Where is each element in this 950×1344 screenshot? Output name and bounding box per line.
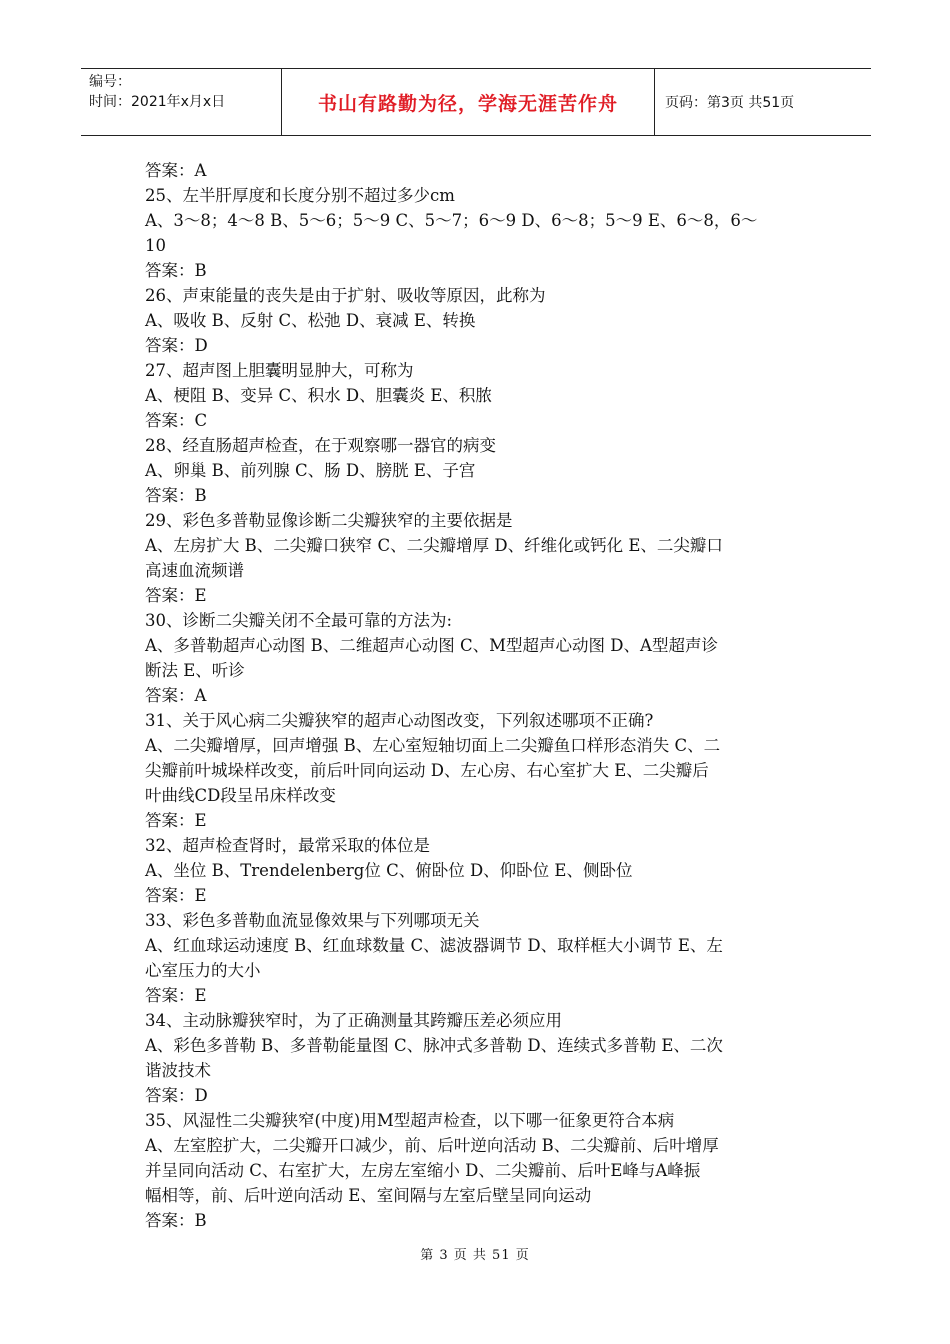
- question-body: [145, 158, 810, 1233]
- text-line: 答案：A: [145, 686, 207, 705]
- text-line: A、二尖瓣增厚，回声增强 B、左心室短轴切面上二尖瓣鱼口样形态消失 C、二: [145, 736, 721, 755]
- text-line: A、卵巢 B、前列腺 C、肠 D、膀胱 E、子宫: [145, 461, 476, 480]
- text-line: 答案：A: [145, 161, 207, 180]
- text-line: A、吸收 B、反射 C、松弛 D、衰减 E、转换: [145, 311, 476, 330]
- text-line: A、梗阻 B、变异 C、积水 D、胆囊炎 E、积脓: [145, 386, 492, 405]
- text-line: 答案：C: [145, 411, 208, 430]
- text-line: 答案：E: [145, 986, 207, 1005]
- text-line: A、红血球运动速度 B、红血球数量 C、滤波器调节 D、取样框大小调节 E、左: [145, 936, 723, 955]
- text-line: 高速血流频谱: [145, 561, 244, 580]
- text-line: 31、关于风心病二尖瓣狭窄的超声心动图改变，下列叙述哪项不正确?: [145, 711, 654, 730]
- text-line: 30、诊断二尖瓣关闭不全最可靠的方法为:: [145, 611, 453, 630]
- text-line: 答案：E: [145, 886, 207, 905]
- text-line: 10: [145, 236, 166, 255]
- text-line: 33、彩色多普勒血流显像效果与下列哪项无关: [145, 911, 480, 930]
- header-meta: [81, 69, 282, 135]
- text-line: 幅相等，前、后叶逆向活动 E、室间隔与左室后壁呈同向运动: [145, 1186, 592, 1205]
- page-header: [81, 68, 871, 136]
- text-line: A、左房扩大 B、二尖瓣口狭窄 C、二尖瓣增厚 D、纤维化或钙化 E、二尖瓣口: [145, 536, 723, 555]
- text-line: 答案：D: [145, 1086, 208, 1105]
- text-line: 答案：E: [145, 586, 207, 605]
- text-line: A、3～8；4～8 B、5～6；5～9 C、5～7；6～9 D、6～8；5～9 E、6～8，6～: [145, 211, 758, 230]
- text-line: 25、左半肝厚度和长度分别不超过多少cm: [145, 186, 455, 205]
- text-line: A、左室腔扩大，二尖瓣开口减少，前、后叶逆向活动 B、二尖瓣前、后叶增厚: [145, 1136, 719, 1155]
- header-page-info: 页码：第3页 共51页: [665, 95, 795, 111]
- text-line: 叶曲线CD段呈吊床样改变: [145, 786, 336, 805]
- text-line: A、多普勒超声心动图 B、二维超声心动图 C、M型超声心动图 D、A型超声诊: [145, 636, 718, 655]
- text-line: 35、风湿性二尖瓣狭窄(中度)用M型超声检查，以下哪一征象更符合本病: [145, 1111, 675, 1130]
- text-line: 26、声束能量的丧失是由于扩射、吸收等原因，此称为: [145, 286, 546, 305]
- text-line: 心室压力的大小: [145, 961, 261, 980]
- text-line: 尖瓣前叶城垛样改变，前后叶同向运动 D、左心房、右心室扩大 E、二尖瓣后: [145, 761, 709, 780]
- text-line: 答案：D: [145, 336, 208, 355]
- text-line: 断法 E、听诊: [145, 661, 245, 680]
- document-date: 时间：2021年x月x日: [89, 94, 226, 110]
- document-number-label: 编号：: [89, 74, 131, 90]
- text-line: A、坐位 B、Trendelenberg位 C、俯卧位 D、仰卧位 E、侧卧位: [145, 861, 633, 880]
- text-line: 答案：E: [145, 811, 207, 830]
- text-line: 答案：B: [145, 1211, 207, 1230]
- text-line: 答案：B: [145, 486, 207, 505]
- page-footer: 第 3 页 共 51 页: [420, 1248, 530, 1263]
- text-line: 并呈同向活动 C、右室扩大，左房左室缩小 D、二尖瓣前、后叶E峰与A峰振: [145, 1161, 701, 1180]
- text-line: 34、主动脉瓣狭窄时，为了正确测量其跨瓣压差必须应用: [145, 1011, 562, 1030]
- text-line: A、彩色多普勒 B、多普勒能量图 C、脉冲式多普勒 D、连续式多普勒 E、二次: [145, 1036, 723, 1055]
- header-motto: 书山有路勤为径，学海无涯苦作舟: [282, 69, 655, 135]
- text-line: 32、超声检查肾时，最常采取的体位是: [145, 836, 430, 855]
- text-line: 答案：B: [145, 261, 207, 280]
- text-line: 29、彩色多普勒显像诊断二尖瓣狭窄的主要依据是: [145, 511, 513, 530]
- text-line: 27、超声图上胆囊明显肿大，可称为: [145, 361, 414, 380]
- text-line: 28、经直肠超声检查，在于观察哪一器官的病变: [145, 436, 496, 455]
- text-line: 谐波技术: [145, 1061, 211, 1080]
